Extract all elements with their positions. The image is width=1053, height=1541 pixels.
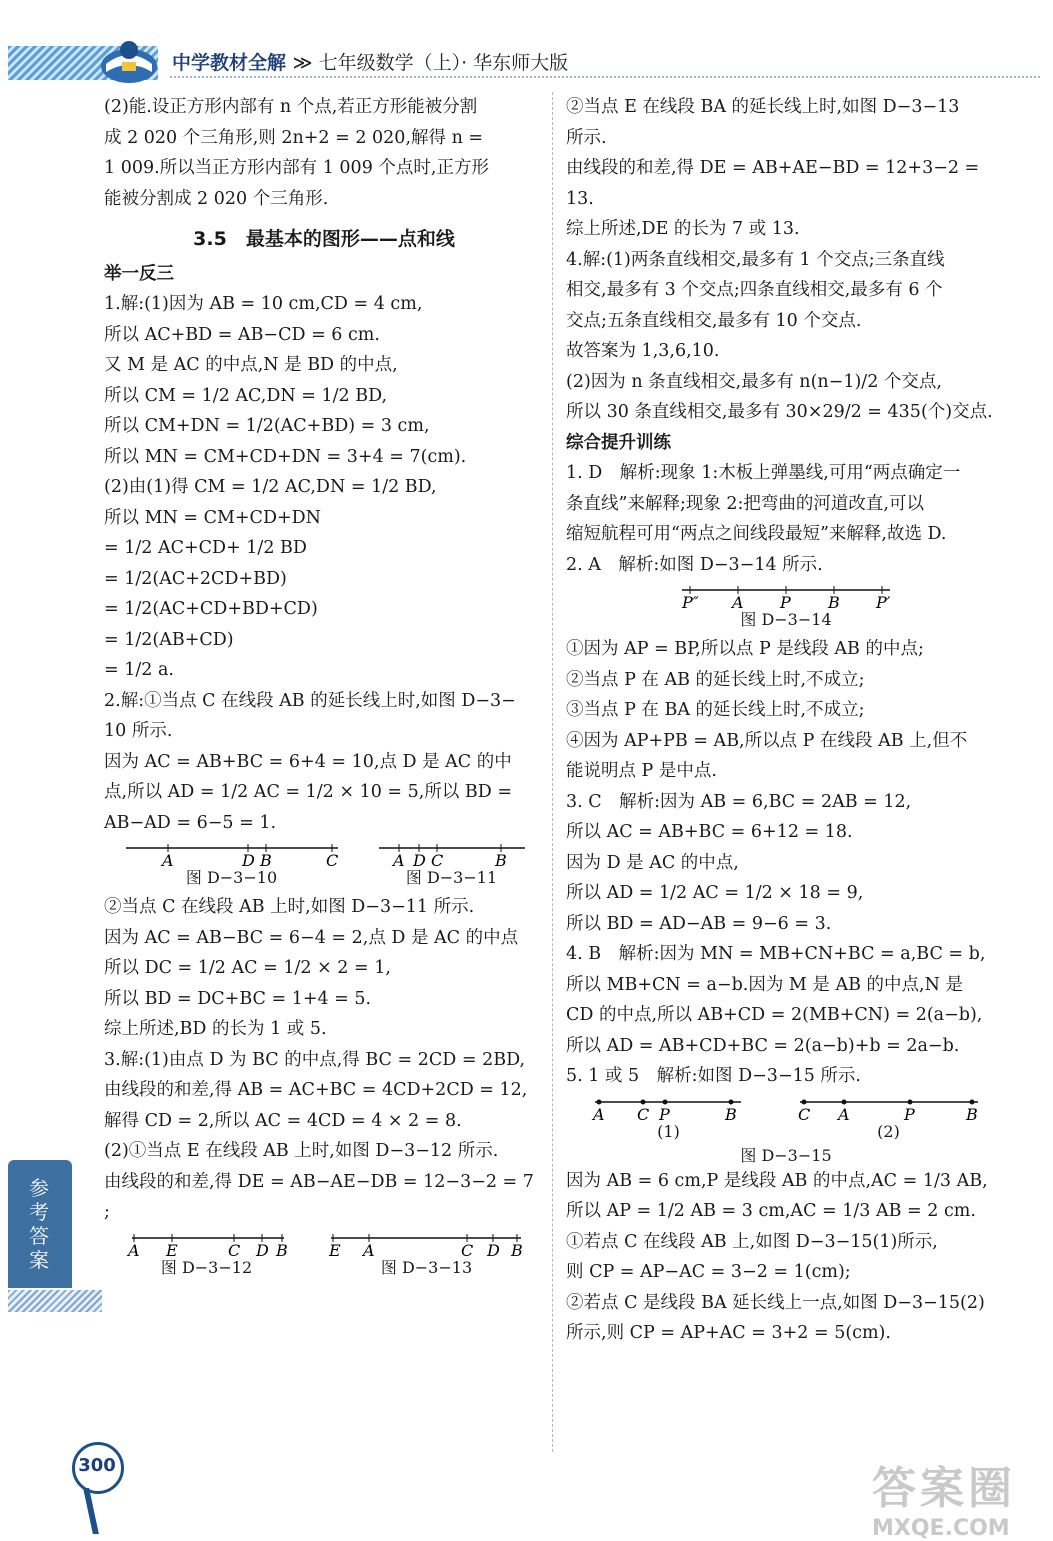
text-line: 所以 30 条直线相交,最多有 30×29/2 = 435(个)交点. [566, 402, 993, 422]
text-line: 3.解:(1)由点 D 为 BC 的中点,得 BC = 2CD = 2BD, [104, 1049, 526, 1070]
figure-caption: 图 D−3−13 [380, 1257, 473, 1277]
point-label: E [328, 1240, 341, 1258]
point-label: D [241, 851, 255, 868]
segment-diagram [794, 1096, 984, 1122]
text-line: ②当点 P 在 AB 的延长线上时,不成立; [566, 669, 865, 690]
answer-block [104, 892, 544, 1228]
point-label: P [780, 593, 791, 610]
figure-d-3-12 [122, 1232, 292, 1278]
text-line: = 1/2 AC+CD+ 1/2 BD [104, 538, 307, 558]
text-line: 故答案为 1,3,6,10. [566, 341, 720, 361]
figure-row [104, 1232, 544, 1278]
text-line: 3. C 解析:因为 AB = 6,BC = 2AB = 12, [566, 791, 912, 812]
text-line: 所以 MB+CN = a−b.因为 M 是 AB 的中点,N 是 [566, 974, 963, 995]
figure-sub-label: (2) [877, 1121, 900, 1141]
text-line: CD 的中点,所以 AB+CD = 2(MB+CN) = 2(a−b), [566, 1005, 983, 1025]
figure-d-3-15-2 [794, 1096, 984, 1142]
book-subtitle: 七年级数学（上）· 华东师大版 [318, 52, 569, 74]
figure-caption: 图 D−3−12 [160, 1257, 253, 1277]
text-line: 由线段的和差,得 AB = AC+BC = 4CD+2CD = 12, [104, 1080, 528, 1100]
text-line: 相交,最多有 3 个交点;四条直线相交,最多有 6 个 [566, 280, 943, 300]
figure-d-3-13 [327, 1232, 527, 1278]
segment-diagram [122, 842, 342, 868]
right-column [566, 92, 1006, 1349]
point-label: B [965, 1104, 978, 1122]
text-line: 所以 CM = 1/2 AC,DN = 1/2 BD, [104, 385, 388, 406]
point-label: A [392, 851, 405, 868]
text-line: 所示. [566, 127, 607, 148]
text-line: 2.解:①当点 C 在线段 AB 的延长线上时,如图 D−3− [104, 690, 516, 711]
text-line: 1.解:(1)因为 AB = 10 cm,CD = 4 cm, [104, 294, 423, 314]
intro-block [104, 92, 544, 214]
point-label: A [732, 593, 744, 610]
text-line: 所示,则 CP = AP+AC = 3+2 = 5(cm). [566, 1323, 891, 1343]
segment-diagram [676, 584, 896, 610]
point-label: P″ [682, 593, 699, 610]
text-line: 2. A 解析:如图 D−3−14 所示. [566, 554, 823, 575]
text-line: ①因为 AP = BP,所以点 P 是线段 AB 的中点; [566, 639, 924, 659]
text-line: (2)①当点 E 在线段 AB 上时,如图 D−3−12 所示. [104, 1141, 499, 1161]
text-line: 综上所述,BD 的长为 1 或 5. [104, 1019, 327, 1039]
text-line: 所以 AC+BD = AB−CD = 6 cm. [104, 324, 380, 345]
side-decor-hatch [8, 1290, 102, 1312]
text-line: 条直线”来解释;现象 2:把弯曲的河道改直,可以 [566, 493, 924, 514]
section-title: 3.5 最基本的图形——点和线 [193, 228, 455, 250]
text-line: 由线段的和差,得 DE = AB+AE−BD = 12+3−2 = 13. [566, 158, 985, 209]
figure-sub-label: (1) [657, 1121, 680, 1141]
answer-block [104, 289, 544, 838]
text-line: AB−AD = 6−5 = 1. [104, 812, 277, 833]
figure-d-3-11 [377, 842, 527, 888]
segment-diagram [589, 1096, 749, 1122]
point-label: B [828, 593, 840, 610]
text-line: 因为 AC = AB−BC = 6−4 = 2,点 D 是 AC 的中点 [104, 927, 519, 948]
figure-caption: 图 D−3−11 [405, 868, 498, 887]
text-line: 因为 AC = AB+BC = 6+4 = 10,点 D 是 AC 的中 [104, 751, 512, 772]
figure-caption: 图 D−3−15 [740, 1145, 832, 1165]
text-line: = 1/2 a. [104, 660, 174, 680]
text-line: ④因为 AP+PB = AB,所以点 P 在线段 AB 上,但不 [566, 730, 968, 751]
figure-row [566, 1096, 1006, 1142]
point-label: P [903, 1104, 915, 1122]
text-line: 点,所以 AD = 1/2 AC = 1/2 × 10 = 5,所以 BD = [104, 782, 513, 802]
point-label: A [592, 1104, 605, 1122]
text-line: 所以 BD = AD−AB = 9−6 = 3. [566, 913, 832, 934]
page-header [0, 0, 1053, 95]
point-label: A [362, 1240, 375, 1258]
text-line: ①若点 C 在线段 AB 上,如图 D−3−15(1)所示, [566, 1231, 938, 1252]
text-line: ②当点 E 在线段 BA 的延长线上时,如图 D−3−13 [566, 97, 960, 117]
point-label: C [227, 1240, 240, 1258]
header-title: 中学教材全解 ≫ 七年级数学（上）· 华东师大版 [172, 52, 569, 74]
text-line: 能被分割成 2 020 个三角形. [104, 188, 329, 209]
text-line: 所以 AP = 1/2 AB = 3 cm,AC = 1/3 AB = 2 cm. [566, 1201, 976, 1221]
point-label: A [161, 851, 174, 868]
segment-diagram [122, 1232, 292, 1258]
text-line: 所以 MN = CM+CD+DN [104, 507, 321, 528]
text-line: (2)因为 n 条直线相交,最多有 n(n−1)/2 个交点, [566, 371, 942, 392]
point-label: C [460, 1240, 473, 1258]
text-line: 所以 AC = AB+BC = 6+12 = 18. [566, 822, 853, 842]
point-label: B [510, 1240, 523, 1258]
figure-row [566, 584, 1006, 630]
text-line: 所以 AD = AB+CD+BC = 2(a−b)+b = 2a−b. [566, 1035, 960, 1056]
watermark [872, 1452, 1042, 1541]
answer-block [566, 1166, 1006, 1349]
point-label: B [259, 851, 272, 868]
text-line: ②当点 C 在线段 AB 上时,如图 D−3−11 所示. [104, 897, 475, 917]
point-label: C [797, 1104, 810, 1122]
point-label: D [486, 1240, 500, 1258]
text-line: 所以 MN = CM+CD+DN = 3+4 = 7(cm). [104, 446, 467, 467]
text-line: 因为 AB = 6 cm,P 是线段 AB 的中点,AC = 1/3 AB, [566, 1170, 988, 1191]
point-label: B [494, 851, 507, 868]
header-dotted-rule [170, 76, 1040, 78]
text-line: ②若点 C 是线段 BA 延长线上一点,如图 D−3−15(2) [566, 1292, 985, 1313]
point-label: D [255, 1240, 269, 1258]
text-line: 所以 CM+DN = 1/2(AC+BD) = 3 cm, [104, 416, 430, 436]
point-label: C [636, 1104, 649, 1122]
book-logo-icon [98, 36, 160, 86]
figure-caption: 图 D−3−10 [185, 868, 278, 887]
side-tab-label: 参考答案 [29, 1176, 49, 1272]
text-line: (2)由(1)得 CM = 1/2 AC,DN = 1/2 BD, [104, 477, 437, 497]
answer-block [566, 458, 1006, 580]
point-label: C [325, 851, 338, 868]
figure-d-3-14 [676, 584, 896, 630]
answer-block [566, 92, 1006, 428]
column-divider [552, 92, 553, 1452]
text-line: = 1/2(AB+CD) [104, 629, 234, 650]
figure-caption: 图 D−3−14 [740, 610, 832, 629]
segment-diagram [377, 842, 527, 868]
text-line: 成 2 020 个三角形,则 2n+2 = 2 020,解得 n = [104, 127, 484, 148]
text-line: 由线段的和差,得 DE = AB−AE−DB = 12−3−2 = 7 ; [104, 1171, 540, 1222]
text-line: 解得 CD = 2,所以 AC = 4CD = 4 × 2 = 8. [104, 1110, 462, 1131]
text-line: 所以 AD = 1/2 AC = 1/2 × 18 = 9, [566, 883, 864, 903]
text-line: 又 M 是 AC 的中点,N 是 BD 的中点, [104, 355, 398, 375]
figure-row [104, 842, 544, 888]
point-label: P [658, 1104, 670, 1122]
book-title: 中学教材全解 [172, 52, 287, 74]
text-line: 10 所示. [104, 721, 173, 741]
point-label: D [412, 851, 426, 868]
segment-diagram [327, 1232, 527, 1258]
text-line: 1 009.所以当正方形内部有 1 009 个点时,正方形 [104, 158, 489, 178]
subsection-title: 综合提升训练 [566, 432, 671, 453]
watermark-text: 答案圈 [872, 1463, 1016, 1514]
page-number: 300 [78, 1455, 116, 1476]
text-line: 4. B 解析:因为 MN = MB+CN+BC = a,BC = b, [566, 944, 986, 964]
text-line: = 1/2(AC+2CD+BD) [104, 568, 287, 589]
point-label: B [275, 1240, 288, 1258]
text-line: 所以 BD = DC+BC = 1+4 = 5. [104, 988, 372, 1009]
watermark-url: MXQE.COM [872, 1516, 1010, 1541]
point-label: E [165, 1240, 178, 1258]
point-label: B [724, 1104, 737, 1122]
page-number-decor [83, 1488, 99, 1534]
left-column [104, 92, 544, 1282]
figure-d-3-10 [122, 842, 342, 888]
text-line: (2)能.设正方形内部有 n 个点,若正方形能被分割 [104, 97, 478, 117]
figure-d-3-15-1 [589, 1096, 749, 1142]
text-line: 综上所述,DE 的长为 7 或 13. [566, 219, 800, 239]
point-label: C [430, 851, 443, 868]
answer-block [566, 634, 1006, 1092]
text-line: = 1/2(AC+CD+BD+CD) [104, 599, 318, 619]
point-label: A [127, 1240, 140, 1258]
text-line: 所以 DC = 1/2 AC = 1/2 × 2 = 1, [104, 958, 391, 978]
text-line: ③当点 P 在 BA 的延长线上时,不成立; [566, 700, 865, 720]
text-line: 因为 D 是 AC 的中点, [566, 852, 739, 873]
text-line: 则 CP = AP−AC = 3−2 = 1(cm); [566, 1262, 851, 1282]
text-line: 4.解:(1)两条直线相交,最多有 1 个交点;三条直线 [566, 249, 945, 270]
subsection-title: 举一反三 [104, 263, 174, 284]
text-line: 1. D 解析:现象 1:木板上弹墨线,可用“两点确定一 [566, 463, 961, 483]
point-label: A [837, 1104, 850, 1122]
text-line: 交点;五条直线相交,最多有 10 个交点. [566, 310, 862, 331]
text-line: 缩短航程可用“两点之间线段最短”来解释,故选 D. [566, 524, 947, 544]
text-line: 能说明点 P 是中点. [566, 761, 717, 781]
text-line: 5. 1 或 5 解析:如图 D−3−15 所示. [566, 1066, 861, 1086]
point-label: P′ [876, 593, 891, 610]
